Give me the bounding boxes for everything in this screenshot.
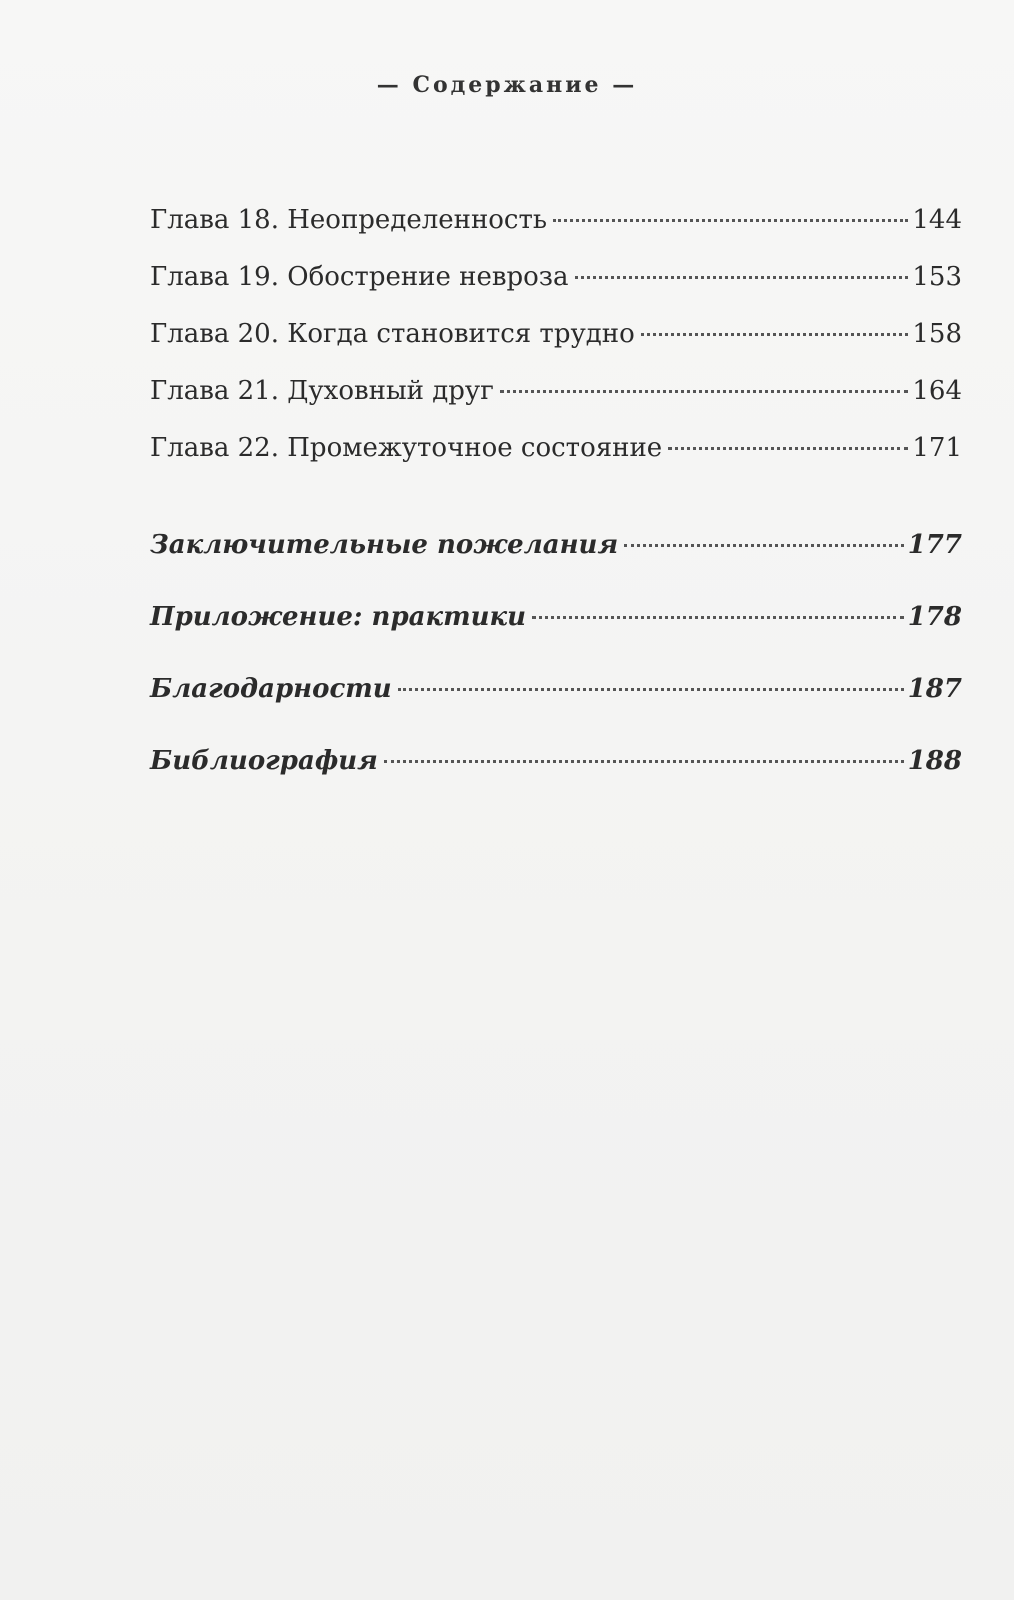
toc-entry-title: Благодарности — [150, 674, 392, 704]
toc-entry-title: Глава 22. Промежуточное состояние — [150, 433, 663, 463]
toc-entry-chapter-20 — [150, 319, 962, 349]
dot-leader — [398, 688, 904, 691]
toc-entry-title: Приложение: практики — [150, 602, 526, 632]
toc-entry-page: 144 — [912, 205, 962, 235]
dot-leader — [532, 616, 904, 619]
toc-entry-title: Глава 20. Когда становится трудно — [150, 319, 635, 349]
toc-entry-title: Глава 19. Обострение невроза — [150, 262, 569, 292]
toc-entry-page: 153 — [912, 262, 962, 292]
toc-entry-page: 158 — [912, 319, 962, 349]
toc-entry-chapter-19 — [150, 262, 962, 292]
toc-entry-page: 171 — [912, 433, 962, 463]
page-title: — Содержание — — [376, 72, 638, 98]
dot-leader — [641, 333, 909, 336]
toc-entry-bibliography — [150, 746, 962, 776]
toc-entry-acknowledgements — [150, 674, 962, 704]
dot-leader — [553, 219, 908, 222]
toc-entry-page: 164 — [912, 376, 962, 406]
toc-entry-page: 188 — [907, 746, 962, 776]
toc-entry-title: Глава 18. Неопределенность — [150, 205, 548, 235]
dot-leader — [384, 760, 904, 763]
toc-entry-title: Библиография — [150, 746, 378, 776]
toc-entry-page: 178 — [907, 602, 962, 632]
toc-entry-page: 187 — [907, 674, 962, 704]
toc-entry-chapter-18 — [150, 205, 962, 235]
toc-entry-chapter-21 — [150, 376, 962, 406]
toc-entry-page: 177 — [907, 530, 962, 560]
dot-leader — [668, 447, 908, 450]
dot-leader — [500, 390, 909, 393]
toc-entry-title: Глава 21. Духовный друг — [150, 376, 494, 406]
toc-entry-final-wishes — [150, 530, 962, 560]
toc-entry-appendix — [150, 602, 962, 632]
toc-entry-chapter-22 — [150, 433, 962, 463]
toc-entry-title: Заключительные пожелания — [150, 530, 619, 560]
dot-leader — [575, 276, 909, 279]
dot-leader — [624, 544, 904, 547]
